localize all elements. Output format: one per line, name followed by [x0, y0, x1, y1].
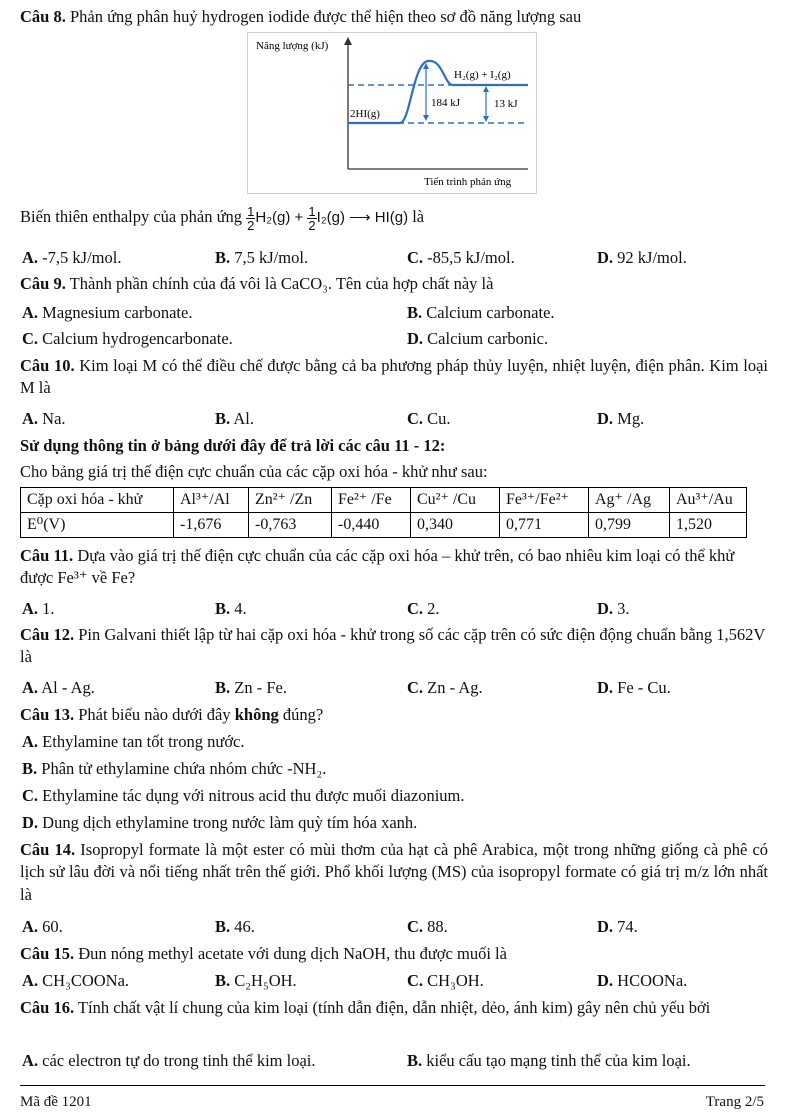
q8-option-a[interactable]: A. -7,5 kJ/mol. [22, 248, 122, 267]
q12-options [22, 677, 772, 699]
q15-option-a[interactable]: A. CH₃COONa. [22, 971, 130, 990]
fraction-half: $\frac{1}{2}$ [247, 203, 255, 233]
q8-stem [20, 6, 780, 28]
q8-option-b[interactable]: B. 7,5 kJ/mol. [215, 248, 309, 267]
table-cell-pair: Fe³⁺/Fe²⁺ [500, 488, 589, 513]
table-cell-value: 1,520 [670, 513, 747, 538]
q9-stem [20, 273, 780, 295]
footer-divider [20, 1085, 765, 1086]
q11-label: Câu 11. [20, 546, 74, 565]
reaction-arrow: ⟶ [349, 209, 371, 226]
q15-options [22, 970, 772, 992]
diagram-ea: 184 kJ [431, 97, 461, 109]
q9-option-b[interactable]: B. Calcium carbonate. [407, 303, 555, 322]
q14-option-b[interactable]: B. 46. [215, 917, 255, 936]
info-intro: Cho bảng giá trị thế điện cực chuẩn của các cặp oxi hóa - khử như sau: [20, 462, 488, 481]
diagram-ylabel: Năng lượng (kJ) [256, 40, 329, 52]
table-cell-pair: Zn²⁺ /Zn [249, 488, 332, 513]
table-cell-value: -0,763 [249, 513, 332, 538]
q10-option-d[interactable]: D. Mg. [597, 409, 645, 428]
q10-option-c[interactable]: C. Cu. [407, 409, 451, 428]
q13-text-bold: không [234, 705, 279, 724]
q14-option-d[interactable]: D. 74. [597, 917, 638, 936]
q10-option-a[interactable]: A. Na. [22, 409, 66, 428]
q13-option-b[interactable]: B. Phân tử ethylamine chứa nhóm chức -NH₂. [22, 759, 327, 778]
q13-text-after: đúng? [282, 705, 324, 724]
q11-options [22, 598, 772, 620]
table-cell-pair: Cu²⁺ /Cu [411, 488, 500, 513]
q11-option-a[interactable]: A. 1. [22, 599, 55, 618]
q11-stem [20, 545, 770, 590]
q9-option-a[interactable]: A. Magnesium carbonate. [22, 303, 193, 322]
q12-text: Pin Galvani thiết lập từ hai cặp oxi hóa - khử trong số các cặp trên có sức điện động chuẩn bằng 1,562V là [20, 625, 766, 667]
q12-option-b[interactable]: B. Zn - Fe. [215, 678, 287, 697]
table-cell-pair: Au³⁺/Au [670, 488, 747, 513]
q15-label: Câu 15. [20, 944, 75, 963]
q11-text: Dựa vào giá trị thế điện cực chuẩn của các cặp oxi hóa – khử trên, có bao nhiêu kim loại có thể khử được Fe³⁺ về Fe? [20, 546, 735, 588]
q11-option-d[interactable]: D. 3. [597, 599, 630, 618]
q10-label: Câu 10. [20, 356, 75, 375]
table-cell-value: 0,799 [589, 513, 670, 538]
table-cell-value: -1,676 [174, 513, 249, 538]
table-row-values [21, 513, 747, 538]
footer-page: Trang 2/5 [705, 1094, 764, 1110]
q10-stem [20, 355, 768, 400]
q16-option-a[interactable]: A. các electron tự do trong tinh thể kim loại. [22, 1051, 316, 1070]
q11-option-b[interactable]: B. 4. [215, 599, 247, 618]
diagram-dh: 13 kJ [494, 98, 518, 110]
table-cell-pair: Fe²⁺ /Fe [332, 488, 411, 513]
q10-option-b[interactable]: B. Al. [215, 409, 254, 428]
q16-text: Tính chất vật lí chung của kim loại (tính dẫn điện, dẫn nhiệt, dẻo, ánh kim) gây nên chủ yếu bởi [77, 998, 711, 1017]
q9-label: Câu 9. [20, 274, 66, 293]
q12-option-d[interactable]: D. Fe - Cu. [597, 678, 671, 697]
q10-options [22, 408, 772, 430]
q14-text: Isopropyl formate là một ester có mùi thơm của hạt cà phê Arabica, một trong những giống cà phê có lịch sử lâu đời và nổi tiếng nhất trên thế giới. Phổ khối lượng (MS) của isopropyl formate có giá trị m/z lớn nhất là [20, 840, 769, 904]
q13-option-d[interactable]: D. Dung dịch ethylamine trong nước làm quỳ tím hóa xanh. [22, 813, 418, 832]
q9-option-d[interactable]: D. Calcium carbonic. [407, 329, 549, 348]
q8-label: Câu 8. [20, 7, 66, 26]
q9-option-c[interactable]: C. Calcium hydrogencarbonate. [22, 329, 233, 348]
hi-term: HI(g) [374, 209, 409, 226]
q8-question [20, 202, 780, 233]
q15-text: Đun nóng methyl acetate với dung dịch NaOH, thu được muối là [78, 944, 507, 963]
q12-label: Câu 12. [20, 625, 75, 644]
q14-option-a[interactable]: A. 60. [22, 917, 63, 936]
q9-options-row2 [22, 328, 772, 350]
q13-label: Câu 13. [20, 705, 75, 724]
q13-option-c[interactable]: C. Ethylamine tác dụng với nitrous acid thu được muối diazonium. [22, 786, 465, 805]
q16-option-b[interactable]: B. kiểu cấu tạo mạng tinh thể của kim loại. [407, 1051, 691, 1070]
q15-option-c[interactable]: C. CH₃OH. [407, 971, 484, 990]
table-cell-pair: Al³⁺/Al [174, 488, 249, 513]
q9-text: Thành phần chính của đá vôi là CaCO₃. Tên của hợp chất này là [69, 274, 494, 293]
q14-stem [20, 839, 768, 906]
table-cell-value: 0,340 [411, 513, 500, 538]
table-cell-value: 0,771 [500, 513, 589, 538]
q16-label: Câu 16. [20, 998, 75, 1017]
table-header-pair: Cặp oxi hóa - khử [21, 488, 174, 513]
q11-option-c[interactable]: C. 2. [407, 599, 440, 618]
info-heading: Sử dụng thông tin ở bảng dưới đây để trả lời các câu 11 - 12: [20, 436, 446, 455]
q8-text: Phản ứng phân huỷ hydrogen iodide được thể hiện theo sơ đồ năng lượng sau [69, 7, 582, 26]
table-header-e0: E⁰(V) [21, 513, 174, 538]
q12-stem [20, 624, 768, 669]
table-cell-pair: Ag⁺ /Ag [589, 488, 670, 513]
footer-code: Mã đề 1201 [20, 1094, 92, 1110]
q16-options [22, 1050, 772, 1072]
table-cell-value: -0,440 [332, 513, 411, 538]
q15-option-b[interactable]: B. C₂H₅OH. [215, 971, 297, 990]
table-row-pairs [21, 488, 747, 513]
diagram-reactant: 2HI(g) [350, 108, 380, 120]
energy-diagram [247, 32, 537, 194]
q12-option-c[interactable]: C. Zn - Ag. [407, 678, 483, 697]
q14-label: Câu 14. [20, 840, 76, 859]
q13-text-before: Phát biểu nào dưới đây [78, 705, 231, 724]
q15-stem [20, 943, 780, 965]
q12-option-a[interactable]: A. Al - Ag. [22, 678, 95, 697]
q14-options [22, 916, 772, 938]
potential-table [20, 487, 747, 538]
diagram-xlabel: Tiến trình phản ứng [424, 176, 512, 188]
q13-stem [20, 704, 780, 726]
q8-question-suffix: là [412, 207, 425, 226]
q16-stem [20, 997, 768, 1019]
q15-option-d[interactable]: D. HCOONa. [597, 971, 688, 990]
q8-question-prefix: Biến thiên enthalpy của phản ứng [20, 207, 243, 226]
q8-option-c[interactable]: C. -85,5 kJ/mol. [407, 248, 515, 267]
q13-option-a[interactable]: A. Ethylamine tan tốt trong nước. [22, 732, 245, 751]
h2-term: H₂(g) + [255, 209, 304, 226]
diagram-product: H₂(g) + I₂(g) [454, 69, 511, 81]
i2-term: I₂(g) [316, 209, 345, 226]
q9-options-row1 [22, 302, 772, 324]
q8-option-d[interactable]: D. 92 kJ/mol. [597, 248, 687, 267]
q8-options [22, 247, 772, 269]
q10-text: Kim loại M có thể điều chế được bằng cả ba phương pháp thủy luyện, nhiệt luyện, điện phân. Kim loại M là [20, 356, 768, 398]
q14-option-c[interactable]: C. 88. [407, 917, 448, 936]
fraction-half-2: $\frac{1}{2}$ [308, 203, 316, 233]
